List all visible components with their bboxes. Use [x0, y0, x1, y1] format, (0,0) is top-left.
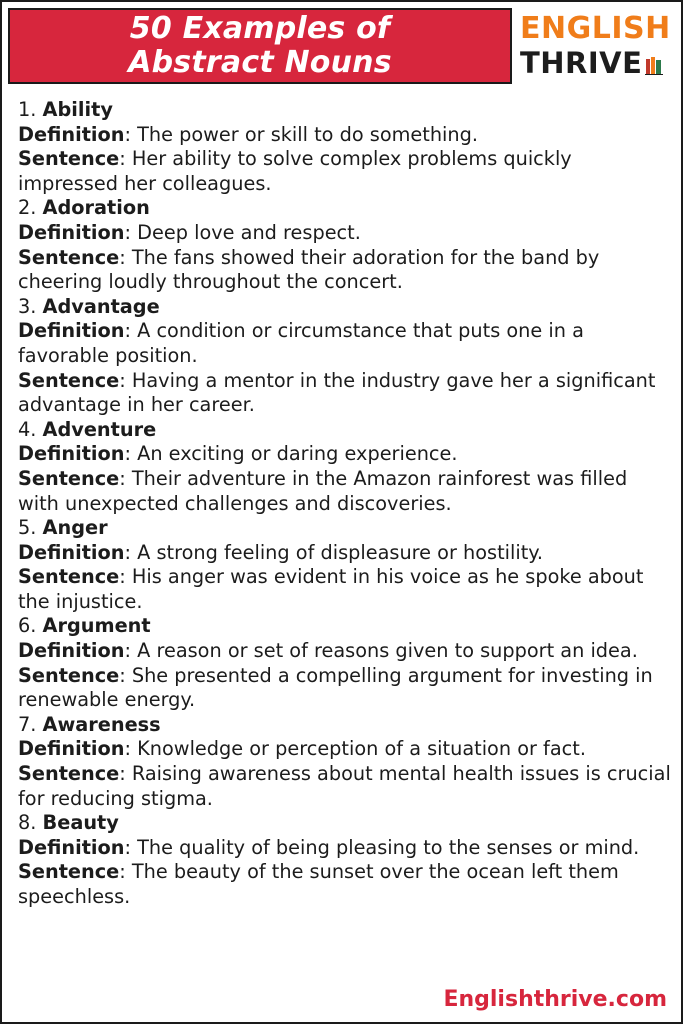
noun-entry — [18, 614, 674, 712]
entry-number: 3. — [18, 294, 37, 318]
definition-label: Definition — [18, 835, 125, 859]
entry-word: Adventure — [42, 417, 157, 441]
entry-word: Advantage — [42, 294, 160, 318]
entry-definition — [18, 737, 674, 762]
entry-sentence — [18, 664, 674, 713]
entry-number: 2. — [18, 196, 37, 220]
definition-label: Definition — [18, 540, 125, 564]
definition-label: Definition — [18, 737, 125, 761]
entry-definition — [18, 541, 674, 566]
entry-definition — [18, 221, 674, 246]
sentence-label: Sentence — [18, 565, 120, 589]
sentence-label: Sentence — [18, 245, 120, 269]
entry-sentence — [18, 565, 674, 614]
entry-heading — [18, 614, 674, 639]
noun-entry — [18, 418, 674, 516]
definition-label: Definition — [18, 442, 125, 466]
entry-number: 7. — [18, 712, 37, 736]
logo-line-english: ENGLISH — [520, 11, 671, 46]
sentence-text: : Raising awareness about mental health issues is crucial for reducing stigma. — [18, 762, 671, 810]
logo-line-thrive: THRIVE — [520, 46, 643, 80]
entry-sentence — [18, 246, 674, 295]
sentence-text: : The beauty of the sunset over the ocean left them speechless. — [18, 860, 619, 908]
sentence-label: Sentence — [18, 368, 120, 392]
entry-sentence — [18, 467, 674, 516]
english-thrive-logo — [520, 12, 680, 84]
entry-number: 1. — [18, 98, 37, 121]
entry-sentence — [18, 762, 674, 811]
definition-label: Definition — [18, 220, 125, 244]
entry-word: Argument — [42, 614, 151, 638]
page-title: 50 Examples of Abstract Nouns — [128, 11, 392, 80]
definition-text: : Knowledge or perception of a situation or fact. — [124, 737, 586, 761]
sentence-text: : His anger was evident in his voice as he spoke about the injustice. — [18, 565, 644, 613]
entry-word: Beauty — [42, 811, 119, 835]
entry-number: 5. — [18, 516, 37, 540]
entry-number: 4. — [18, 417, 37, 441]
books-icon — [645, 55, 663, 75]
entry-word: Adoration — [42, 196, 150, 220]
noun-list — [18, 98, 674, 910]
noun-entry — [18, 713, 674, 811]
entry-definition — [18, 836, 674, 861]
entry-heading — [18, 418, 674, 443]
definition-text: : An exciting or daring experience. — [124, 442, 458, 466]
sentence-label: Sentence — [18, 466, 120, 490]
entry-heading — [18, 295, 674, 320]
website-footer[interactable]: Englishthrive.com — [443, 987, 667, 1012]
sentence-text: : She presented a compelling argument for investing in renewable energy. — [18, 663, 653, 712]
entry-sentence — [18, 860, 674, 909]
entry-heading — [18, 713, 674, 738]
entry-number: 6. — [18, 614, 37, 638]
entry-word: Anger — [42, 516, 108, 540]
entry-sentence — [18, 147, 674, 196]
noun-entry — [18, 811, 674, 909]
entry-sentence — [18, 369, 674, 418]
entry-word: Ability — [42, 98, 113, 121]
noun-entry — [18, 98, 674, 196]
definition-label: Definition — [18, 319, 125, 343]
definition-text: : The power or skill to do something. — [124, 122, 478, 146]
sentence-label: Sentence — [18, 663, 120, 687]
entry-definition — [18, 639, 674, 664]
definition-label: Definition — [18, 122, 125, 146]
entry-heading — [18, 196, 674, 221]
entry-heading — [18, 516, 674, 541]
title-banner — [8, 8, 512, 84]
sentence-text: : Having a mentor in the industry gave her a significant advantage in her career. — [18, 368, 656, 417]
entry-definition — [18, 319, 674, 368]
entry-number: 8. — [18, 811, 37, 835]
entry-definition — [18, 123, 674, 148]
definition-text: : The quality of being pleasing to the senses or mind. — [124, 835, 640, 859]
entry-heading — [18, 811, 674, 836]
sentence-label: Sentence — [18, 860, 120, 884]
definition-label: Definition — [18, 639, 125, 663]
definition-text: : Deep love and respect. — [124, 220, 361, 244]
definition-text: : A strong feeling of displeasure or hostility. — [124, 540, 544, 564]
sentence-text: : Her ability to solve complex problems quickly impressed her colleagues. — [18, 147, 572, 195]
entry-definition — [18, 442, 674, 467]
sentence-label: Sentence — [18, 762, 120, 786]
noun-entry — [18, 196, 674, 294]
noun-entry — [18, 516, 674, 614]
noun-entry — [18, 295, 674, 418]
definition-text: : A reason or set of reasons given to support an idea. — [124, 639, 638, 663]
entry-heading — [18, 98, 674, 123]
definition-text: : A condition or circumstance that puts one in a favorable position. — [18, 319, 584, 367]
sentence-text: : Their adventure in the Amazon rainforest was filled with unexpected challenges and discoveries. — [18, 466, 628, 515]
entry-word: Awareness — [42, 712, 161, 736]
sentence-text: : The fans showed their adoration for the band by cheering loudly throughout the concert. — [18, 245, 600, 294]
sentence-label: Sentence — [18, 147, 120, 171]
